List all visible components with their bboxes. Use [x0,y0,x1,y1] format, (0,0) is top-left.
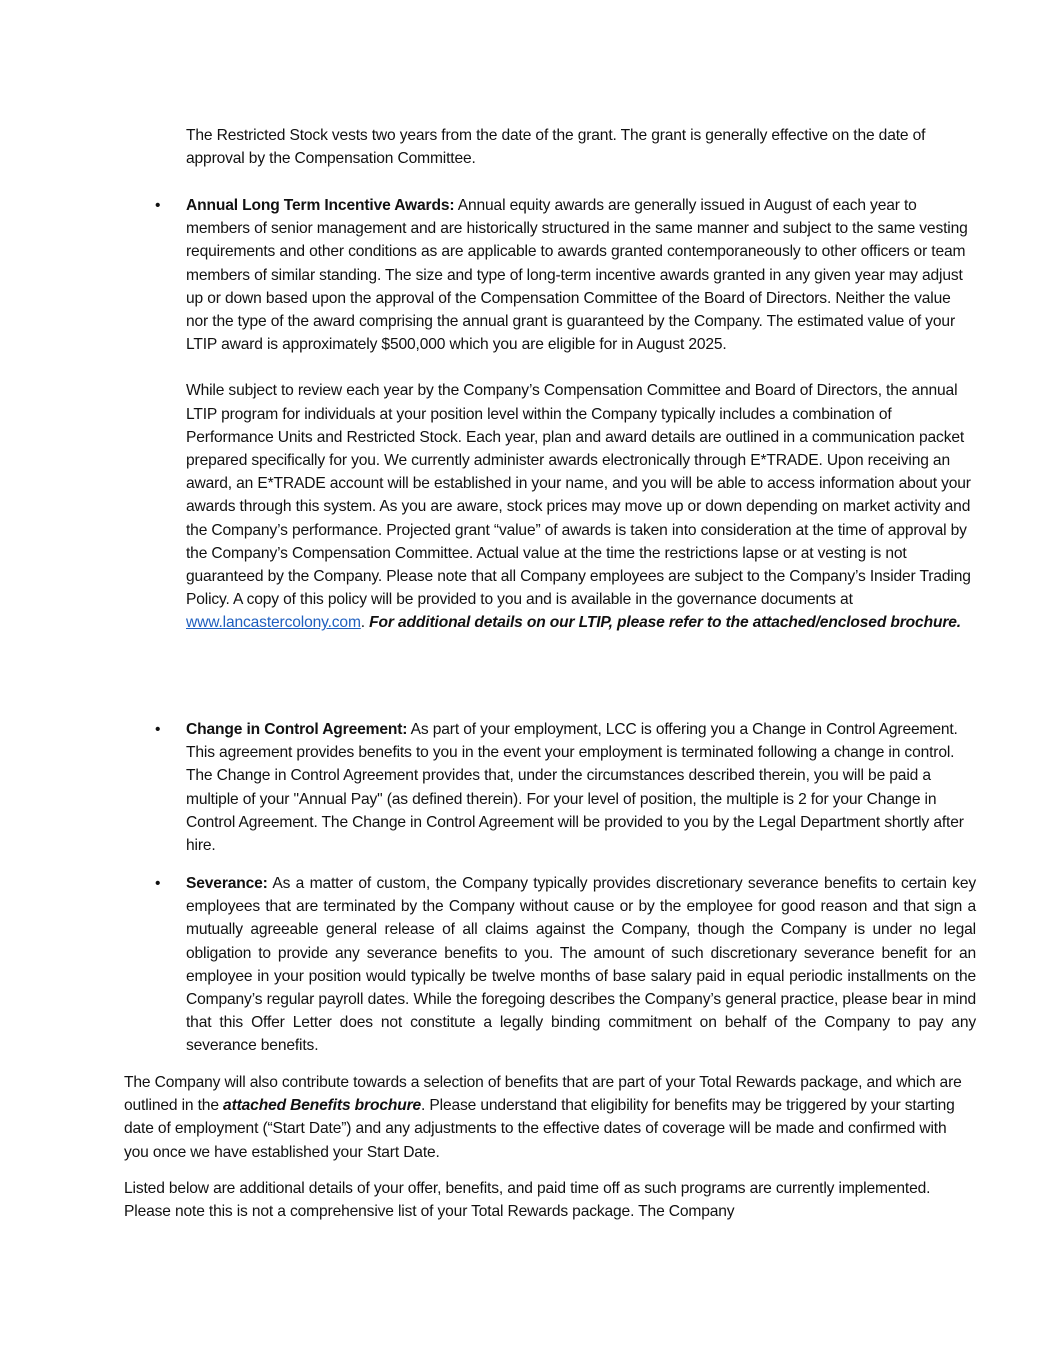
ltip-program-paragraph: While subject to review each year by the Company’s Compensation Committee and Board of Directors, the annual LTIP program for individuals at your position level within the Company typically includes a combination of Performance Units and Restricted Stock. Each year, plan and award details are outlined in a communication packet prepared specifically for you. We currently administer awards electronically through E*TRADE. Upon receiving an award, an E*TRADE account will be established in your name, and you will be able to access information about your awards through this system. As you are aware, stock prices may move up or down depending on market activity and the Company’s performance. Projected grant “value” of awards is taken into consideration at the time of approval by the Company’s Compensation Committee. Actual value at the time the restrictions lapse or at vesting is not guaranteed by the Company. Please note that all Company employees are subject to the Company’s Insider Trading Policy. A copy of this policy will be provided to you and is available in the governance documents at www.lancastercolony.com. For additional details on our LTIP, please refer to the attached/enclosed brochure. [186,382,971,632]
benefits-brochure-emphasis: attached Benefits brochure [223,1097,422,1115]
additional-details-paragraph: Listed below are additional details of your offer, benefits, and paid time off as such programs are currently implemented. Please note this is not a comprehensive list of your Total Rewards package. The Company [124,1180,931,1221]
bullet-icon: • [155,875,161,892]
bullet-title: Change in Control Agreement: [186,721,408,738]
bullet-icon: • [155,721,161,738]
bullet-title: Annual Long Term Incentive Awards: [186,197,455,214]
bullet-severance [155,872,976,1058]
company-website-link[interactable]: www.lancastercolony.com [186,614,361,632]
restricted-stock-paragraph: The Restricted Stock vests two years from the date of the grant. The grant is generally effective on the date of approval by the Compensation Committee. [186,127,926,168]
bullet-icon: • [155,197,161,214]
bullet-change-in-control [155,718,976,857]
bullet-text: As part of your employment, LCC is offering you a Change in Control Agreement. This agreement provides benefits to you in the event your employment is terminated following a change in control. The Change in Control Agreement provides that, under the circumstances described therein, you will be paid a multiple of your "Annual Pay" (as defined therein). For your level of position, the multiple is 2 for your Change in Control Agreement. The Change in Control Agreement will be provided to you by the Legal Department shortly after hire. [186,721,964,855]
bullet-text: Annual equity awards are generally issued in August of each year to members of senior management and are historically structured in the same manner and subject to the same vesting requirements and other conditions as are applicable to awards granted contemporaneously to other officers or team members of similar standing. The size and type of long-term incentive awards granted in any given year may adjust up or down based upon the approval of the Compensation Committee of the Board of Directors. Neither the value nor the type of the award comprising the annual grant is guaranteed by the Company. The estimated value of your LTIP award is approximately $500,000 which you are eligible for in August 2025. [186,197,968,354]
benefits-paragraph: The Company will also contribute towards a selection of benefits that are part of your Total Rewards package, and which are outlined in the attached Benefits brochure. Please understand that eligibility for benefits may be triggered by your starting date of employment (“Start Date”) and any adjustments to the effective dates of coverage will be made and confirmed with you once we have established your Start Date. [124,1074,962,1161]
bullet-title: Severance: [186,875,268,892]
ltip-brochure-note: For additional details on our LTIP, please refer to the attached/enclosed brochure. [369,614,961,632]
bullet-text: As a matter of custom, the Company typically provides discretionary severance benefits to certain key employees that are terminated by the Company without cause or by the employee for good reason and that sign a mutually agreeable general release of all claims against the Company, though the Company is under no legal obligation to provide any severance benefits to you. The amount of such discretionary severance benefit for an employee in your position would typically be twelve months of base salary paid in equal periodic installments on the Company’s regular payroll dates. While the foregoing describes the Company’s general practice, please bear in mind that this Offer Letter does not constitute a legally binding commitment on behalf of the Company to pay any severance benefits. [186,875,976,1055]
bullet-ltip-awards [155,194,976,635]
